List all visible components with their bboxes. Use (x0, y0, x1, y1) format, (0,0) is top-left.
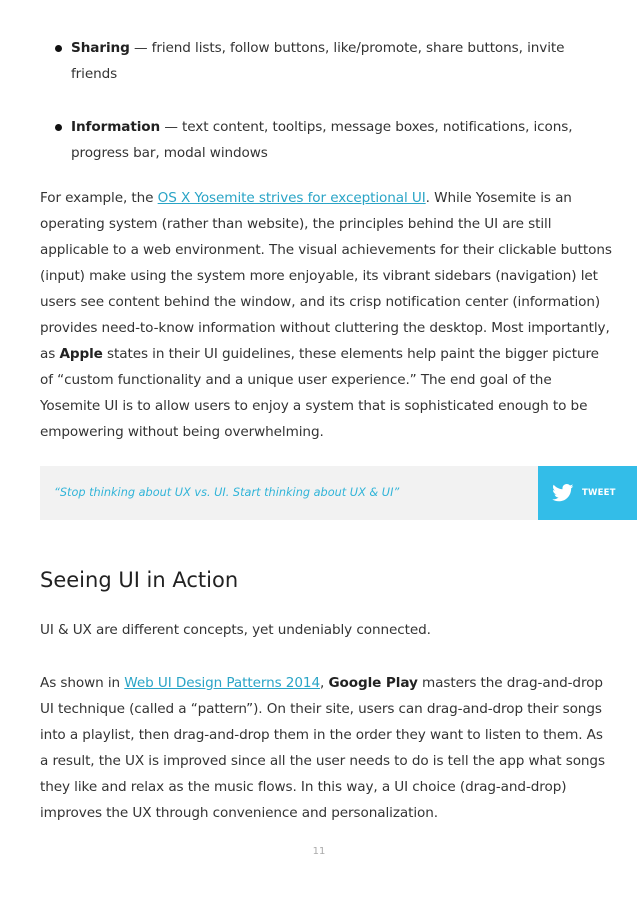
list-item (52, 114, 612, 166)
quote-text: “Stop thinking about UX vs. UI. Start thinking about UX & UI” (54, 486, 400, 499)
web-ui-patterns-link[interactable]: Web UI Design Patterns 2014 (124, 675, 320, 691)
bullet-term: Sharing (71, 40, 130, 56)
paragraph-text: For example, the (40, 190, 158, 206)
bullet-description: — friend lists, follow buttons, like/promote, share buttons, invite friends (71, 40, 565, 82)
bullet-dot (55, 45, 62, 52)
bullet-list (52, 35, 612, 193)
paragraph-intro: UI & UX are different concepts, yet undeniably connected. (40, 622, 431, 638)
bullet-description: — text content, tooltips, message boxes, notifications, icons, progress bar, modal windows (71, 119, 573, 161)
apple-bold: Apple (59, 346, 103, 362)
paragraph-text: , (320, 675, 329, 691)
paragraph-text: states in their UI guidelines, these elements help paint the bigger picture of “custom functionality and a unique user experience.” The end goal of the Yosemite UI is to allow users to enjoy a system that is sophisticated enough to be empowering without being overwhelming. (40, 346, 599, 440)
tweet-this-label: TWEET THIS (582, 488, 616, 552)
tweet-this-button[interactable] (538, 466, 637, 552)
bullet-dot (55, 124, 62, 131)
bullet-term: Information (71, 119, 161, 135)
paragraph-text: As shown in (40, 675, 125, 691)
paragraph-google-play (40, 670, 615, 826)
list-item (52, 35, 612, 87)
google-play-bold: Google Play (328, 675, 418, 691)
twitter-bird-icon (552, 484, 574, 502)
section-heading: Seeing UI in Action (40, 568, 239, 592)
page-number: 11 (312, 846, 326, 857)
click-to-tweet-bar (40, 466, 637, 552)
paragraph-text: . While Yosemite is an operating system (rather than website), the principles behind the UI are still applicable to a web environment. The visual achievements for their clickable buttons (input) make using the system more enjoyable, its vibrant sidebars (navigation) let users see content behind the window, and its crisp notification center (information) provides need-to-know information without cluttering the desktop. Most importantly, as (40, 190, 612, 362)
paragraph-text: masters the drag-and-drop UI technique (called a “pattern”). On their site, users can drag-and-drop their songs into a playlist, then drag-and-drop them in the order they want to listen to them. As a result, the UX is improved since all the user needs to do is tell the app what songs they like and relax as the music flows. In this way, a UI choice (drag-and-drop) improves the UX through convenience and personalization. (40, 675, 605, 821)
paragraph-yosemite (40, 185, 615, 445)
yosemite-link[interactable]: OS X Yosemite strives for exceptional UI (157, 190, 426, 206)
